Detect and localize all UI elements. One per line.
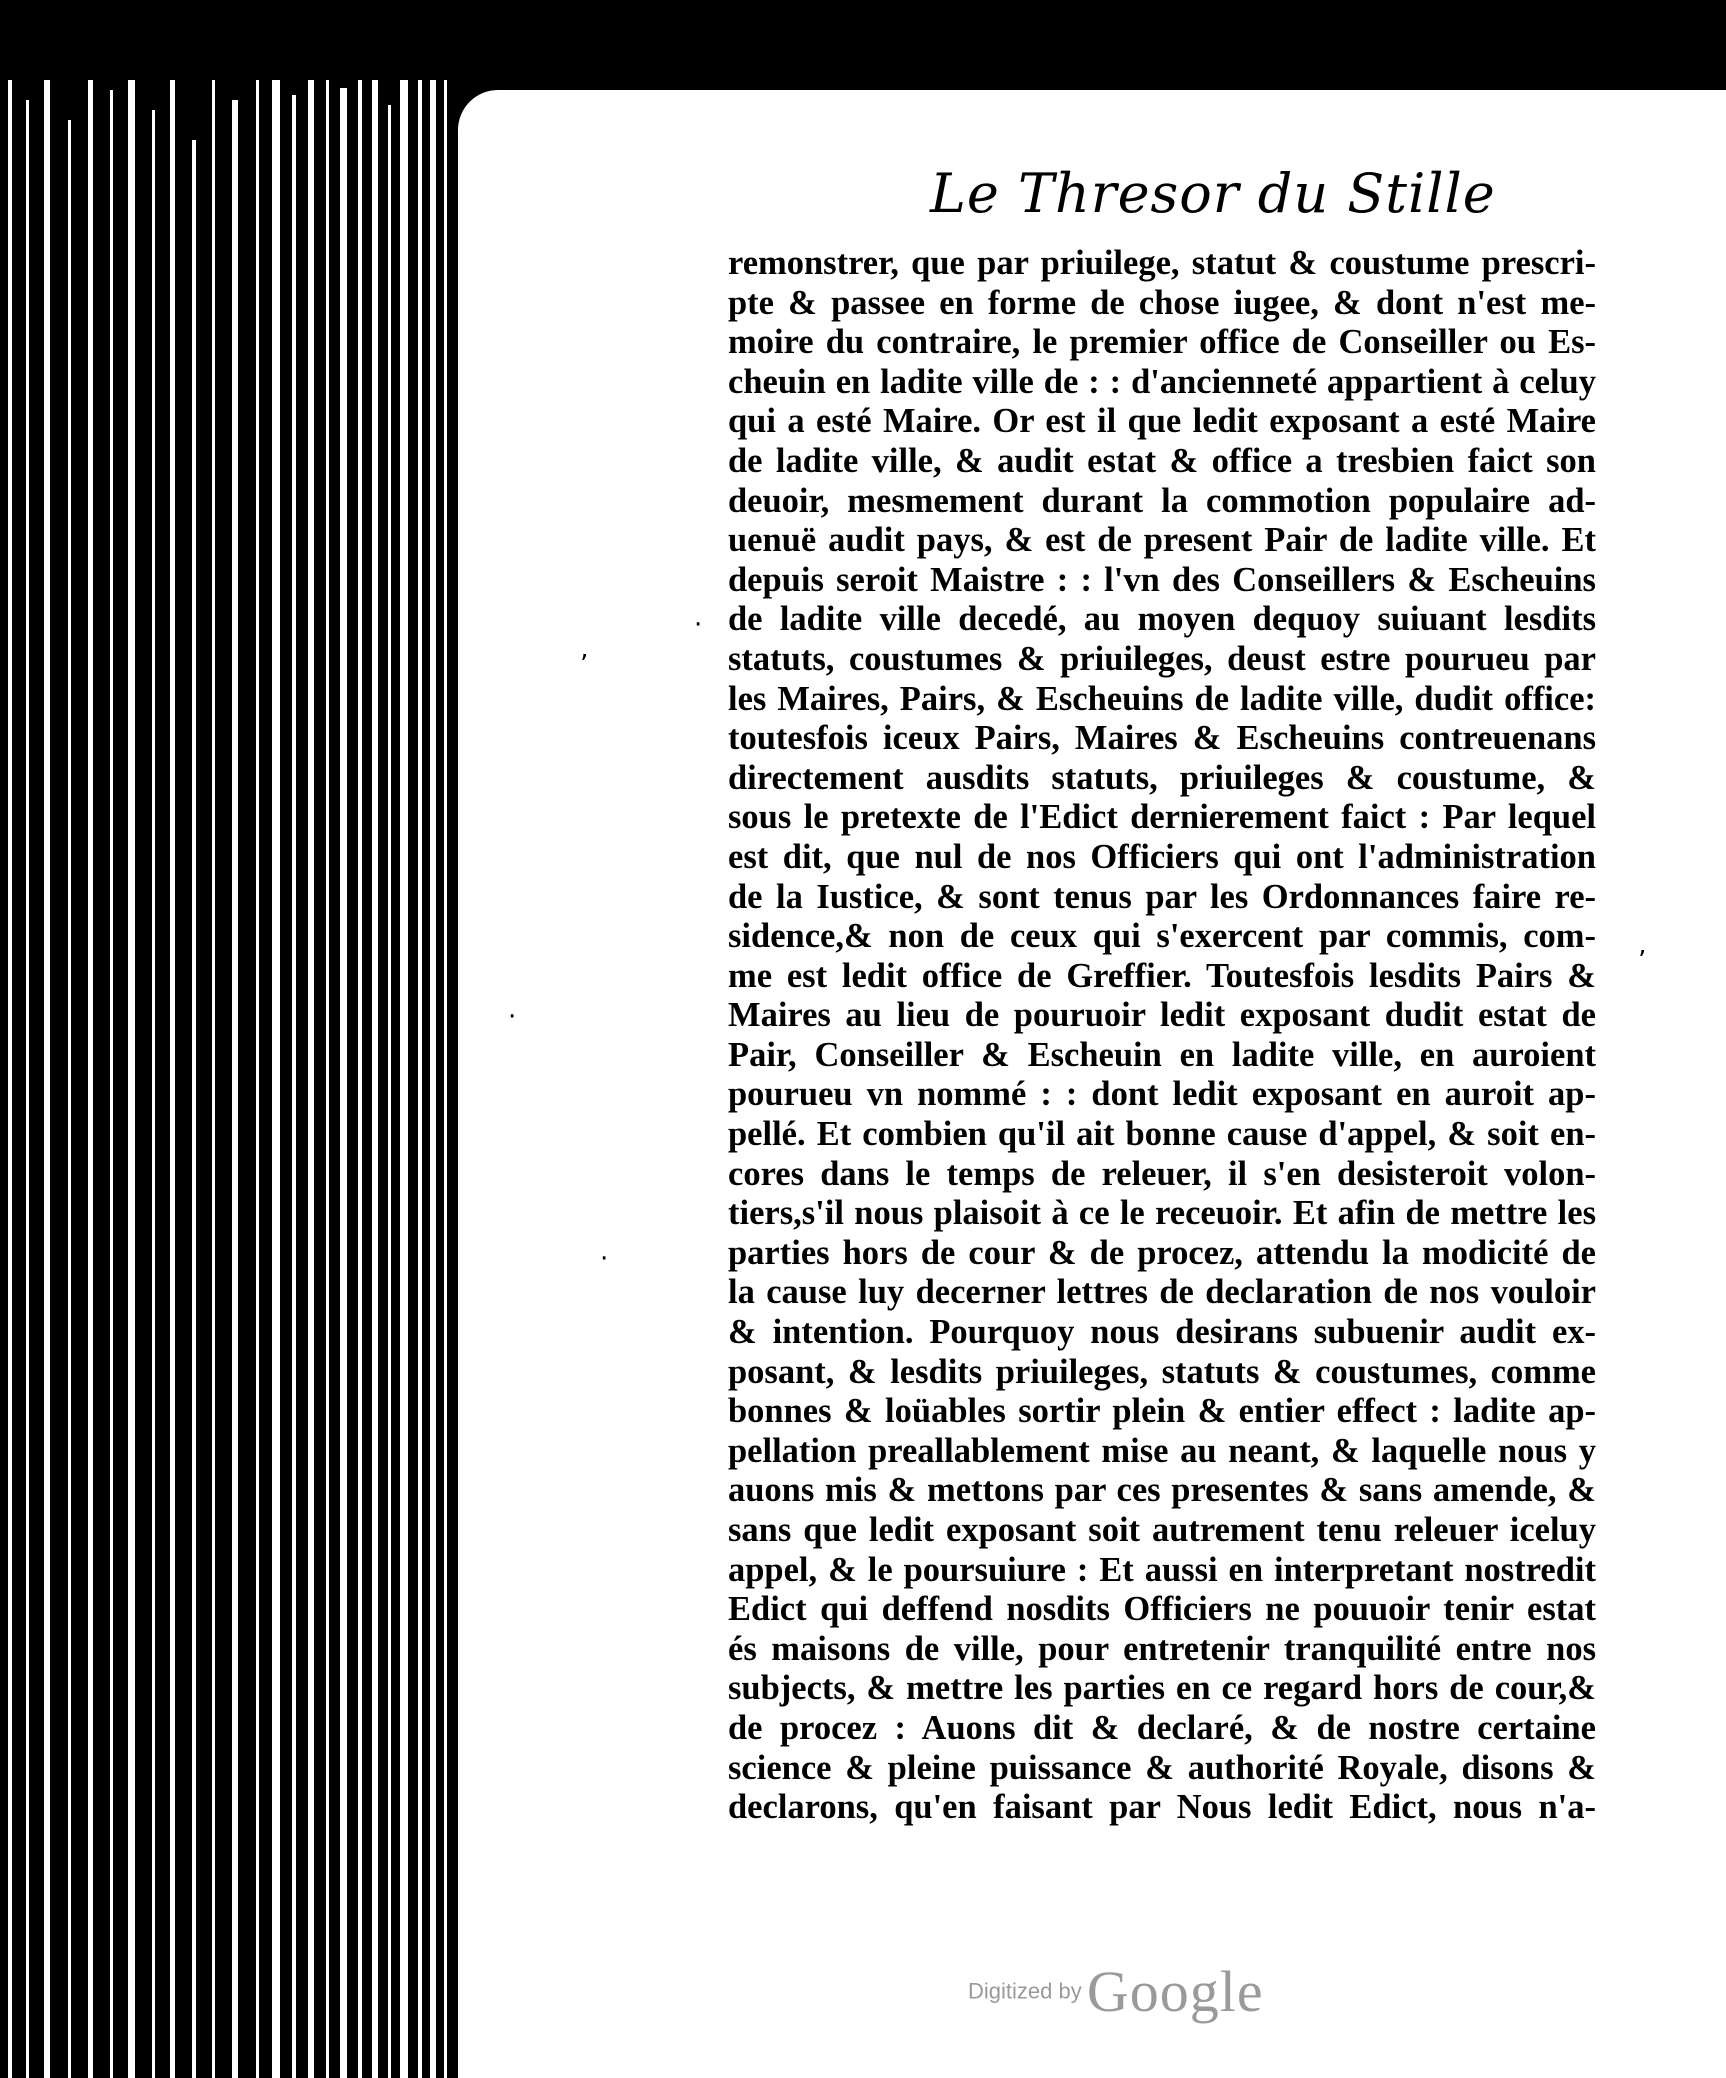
digitized-by-google-watermark [968,1958,1264,2025]
page-edges-stack [0,80,470,2078]
text-line: appel, & le poursuiure : Et aussi en interpretant nostredit [728,1550,1596,1589]
body-text [728,244,1596,1828]
text-line: moire du contraire, le premier office de Conseiller ou Es- [728,323,1596,362]
margin-mark: · [600,1244,609,1274]
running-head-title: Le Thresor du Stille [930,162,1496,225]
text-line: de la Iustice, & sont tenus par les Ordonnances faire re- [728,877,1596,916]
text-line: Pair, Conseiller & Escheuin en ladite ville, en auroient [728,1035,1596,1074]
text-line: sous le pretexte de l'Edict dernierement faict : Par lequel [728,798,1596,837]
text-line: pourueu vn nommé : : dont ledit exposant en auroit ap- [728,1075,1596,1114]
text-line: me est ledit office de Greffier. Toutesfois lesdits Pairs & [728,956,1596,995]
text-line: de procez : Auons dit & declaré, & de nostre certaine [728,1708,1596,1747]
text-line: qui a esté Maire. Or est il que ledit exposant a esté Maire [728,402,1596,441]
text-line: Edict qui deffend nosdits Officiers ne pouuoir tenir estat [728,1590,1596,1629]
text-line: bonnes & loüables sortir plein & entier effect : ladite ap- [728,1392,1596,1431]
text-line: pte & passee en forme de chose iugee, & dont n'est me- [728,283,1596,322]
text-line: statuts, coustumes & priuileges, deust estre pourueu par [728,639,1596,678]
watermark-brand: Google [1086,1959,1264,2024]
text-line: science & pleine puissance & authorité Royale, disons & [728,1748,1596,1787]
text-line: de ladite ville decedé, au moyen dequoy suiuant lesdits [728,600,1596,639]
text-line: declarons, qu'en faisant par Nous ledit Edict, nous n'a- [728,1788,1596,1827]
text-line: deuoir, mesmement durant la commotion populaire ad- [728,481,1596,520]
text-line: uenuë audit pays, & est de present Pair de ladite ville. Et [728,521,1596,560]
text-line: depuis seroit Maistre : : l'vn des Conseillers & Escheuins [728,560,1596,599]
text-line: cheuin en ladite ville de : : d'ancienneté appartient à celuy [728,362,1596,401]
text-line: Maires au lieu de pouruoir ledit exposant dudit estat de [728,996,1596,1035]
text-line: pellé. Et combien qu'il ait bonne cause d'appel, & soit en- [728,1115,1596,1154]
text-line: posant, & lesdits priuileges, statuts & coustumes, comme [728,1352,1596,1391]
text-line: cores dans le temps de releuer, il s'en desisteroit volon- [728,1154,1596,1193]
text-line: directement ausdits statuts, priuileges & coustume, & [728,758,1596,797]
text-line: és maisons de ville, pour entretenir tranquilité entre nos [728,1629,1596,1668]
text-line: la cause luy decerner lettres de declaration de nos vouloir [728,1273,1596,1312]
margin-mark: ʼ [1638,946,1647,976]
text-line: sidence,& non de ceux qui s'exercent par commis, com- [728,917,1596,956]
text-line: tiers,s'il nous plaisoit à ce le receuoir. Et afin de mettre les [728,1194,1596,1233]
text-line: toutesfois iceux Pairs, Maires & Escheuins contreuenans [728,719,1596,758]
text-line: auons mis & mettons par ces presentes & sans amende, & [728,1471,1596,1510]
text-line: est dit, que nul de nos Officiers qui ont l'administration [728,837,1596,876]
text-line: parties hors de cour & de procez, attendu la modicité de [728,1233,1596,1272]
margin-mark: · [694,610,703,640]
text-line: sans que ledit exposant soit autrement tenu releuer iceluy [728,1511,1596,1549]
text-line: remonstrer, que par priuilege, statut & coustume prescri- [728,244,1596,282]
text-line: & intention. Pourquoy nous desirans subuenir audit ex- [728,1313,1596,1352]
text-line: les Maires, Pairs, & Escheuins de ladite ville, dudit office: [728,679,1596,718]
text-line: de ladite ville, & audit estat & office a tresbien faict son [728,441,1596,480]
text-line: subjects, & mettre les parties en ce regard hors de cour,& [728,1669,1596,1708]
text-line: pellation preallablement mise au neant, & laquelle nous y [728,1431,1596,1470]
watermark-prefix: Digitized by [968,1978,1082,2004]
margin-mark: ʼ [580,650,589,680]
margin-mark: · [508,1002,517,1032]
